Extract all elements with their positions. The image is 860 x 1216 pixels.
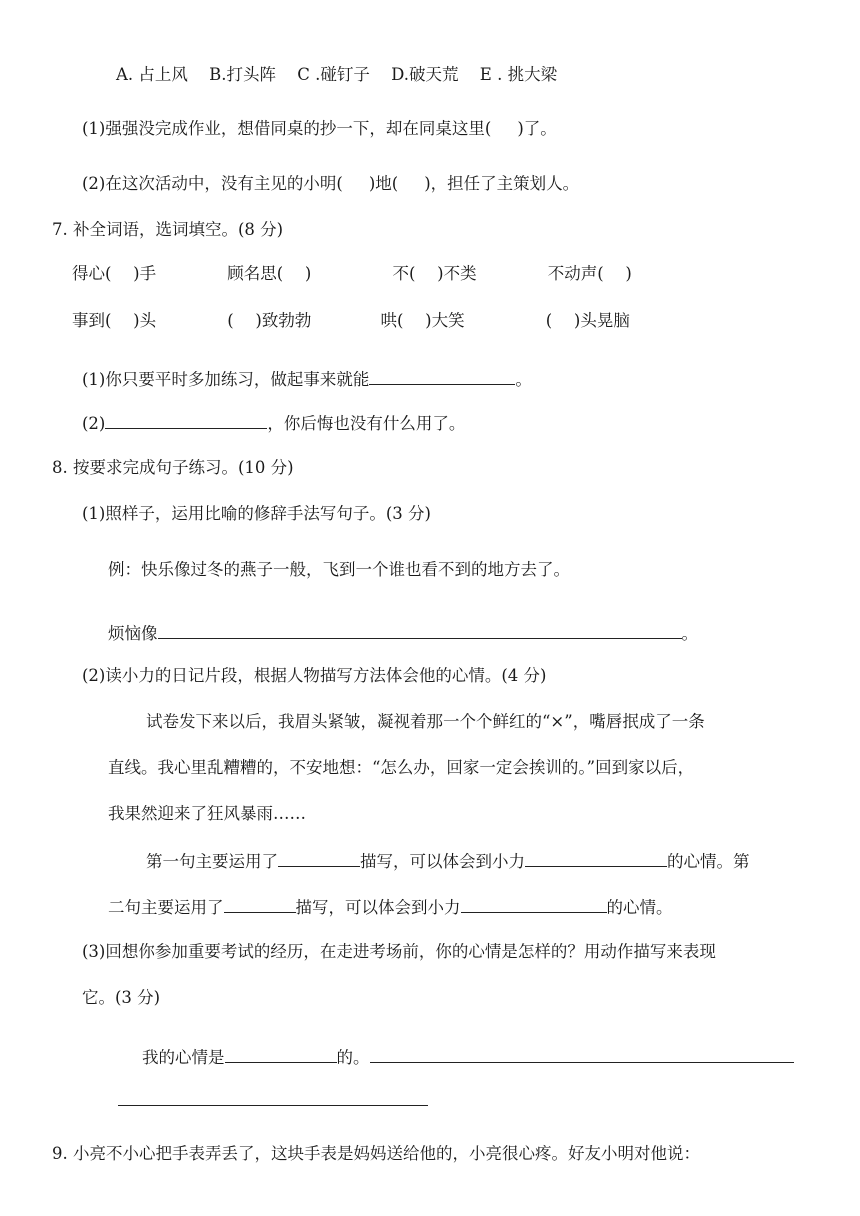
q7-s1-blank[interactable]	[369, 366, 515, 385]
q8-title: 8. 按要求完成句子练习。(10 分)	[52, 458, 294, 477]
q8-p1-blank[interactable]	[158, 620, 682, 639]
q8-p2-blank-4[interactable]	[461, 894, 607, 913]
q8-passage-line-3: 我果然迎来了狂风暴雨……	[108, 804, 306, 823]
q8-part-3-title-line-1: (3)回想你参加重要考试的经历，在走进考场前，你的心情是怎样的？用动作描写来表现	[82, 942, 716, 961]
q8-part-2-answer-line-2: 二句主要运用了 描写，可以体会到小力 的心情。	[108, 894, 673, 920]
q8-p3-mood-blank[interactable]	[225, 1044, 337, 1063]
q8-part-2-answer-line-1: 第一句主要运用了 描写，可以体会到小力 的心情。第	[146, 848, 750, 874]
q7-word-2: 顾名思( )	[227, 264, 312, 283]
q8-part-3-title-line-2: 它。(3 分)	[82, 988, 161, 1007]
q8-part-2-title: (2)读小力的日记片段，根据人物描写方法体会他的心情。(4 分)	[82, 666, 547, 685]
q8-passage-line-2: 直线。我心里乱糟糟的，不安地想：“怎么办，回家一定会挨训的。”回到家以后，	[108, 758, 695, 777]
q7-word-5: 事到( )头	[72, 311, 157, 330]
q8-part-3-answer: 我的心情是 的。	[142, 1044, 794, 1070]
q6-sentence-2: (2)在这次活动中，没有主见的小明( )地( )，担任了主策划人。	[82, 174, 580, 193]
q8-p3-continuation-blank[interactable]	[118, 1105, 428, 1106]
q7-word-6: ( )致勃勃	[227, 311, 312, 330]
q8-p2-blank-1[interactable]	[278, 848, 360, 867]
q7-word-1: 得心( )手	[72, 264, 157, 283]
q6-option-a: A. 占上风	[116, 65, 188, 84]
q6-sentence-1: (1)强强没完成作业，想借同桌的抄一下，却在同桌这里( )了。	[82, 119, 557, 138]
q8-passage-line-1: 试卷发下来以后，我眉头紧皱，凝视着那一个个鲜红的“×”，嘴唇抿成了一条	[146, 712, 705, 731]
q7-word-3: 不( )不类	[392, 264, 477, 283]
q8-part-1-title: (1)照样子，运用比喻的修辞手法写句子。(3 分)	[82, 504, 431, 523]
q8-p2-blank-3[interactable]	[224, 894, 296, 913]
q8-part-1-answer: 烦恼像 。	[108, 620, 698, 646]
q7-word-row-2	[72, 309, 666, 333]
q7-sentence-2: (2) ，你后悔也没有什么用了。	[82, 410, 465, 436]
q6-options	[116, 63, 557, 87]
q7-word-7: 哄( )大笑	[380, 311, 465, 330]
q6-option-c: C .碰钉子	[297, 65, 370, 84]
q7-title: 7. 补全词语，选词填空。(8 分)	[52, 220, 284, 239]
q6-option-e: E . 挑大梁	[479, 65, 558, 84]
q8-part-1-example: 例：快乐像过冬的燕子一般，飞到一个谁也看不到的地方去了。	[108, 560, 570, 579]
q7-word-row-1	[72, 262, 668, 286]
q7-word-8: ( )头晃脑	[545, 311, 630, 330]
q7-s2-blank[interactable]	[105, 410, 267, 429]
q6-option-d: D.破天荒	[391, 65, 459, 84]
q9-text: 9. 小亮不小心把手表弄丢了，这块手表是妈妈送给他的，小亮很心疼。好友小明对他说：	[52, 1144, 700, 1163]
q6-option-b: B.打头阵	[209, 65, 277, 84]
q8-p3-action-blank[interactable]	[370, 1044, 794, 1063]
q7-word-4: 不动声( )	[547, 264, 632, 283]
q8-p2-blank-2[interactable]	[525, 848, 667, 867]
q7-sentence-1: (1)你只要平时多加练习，做起事来就能 。	[82, 366, 532, 392]
